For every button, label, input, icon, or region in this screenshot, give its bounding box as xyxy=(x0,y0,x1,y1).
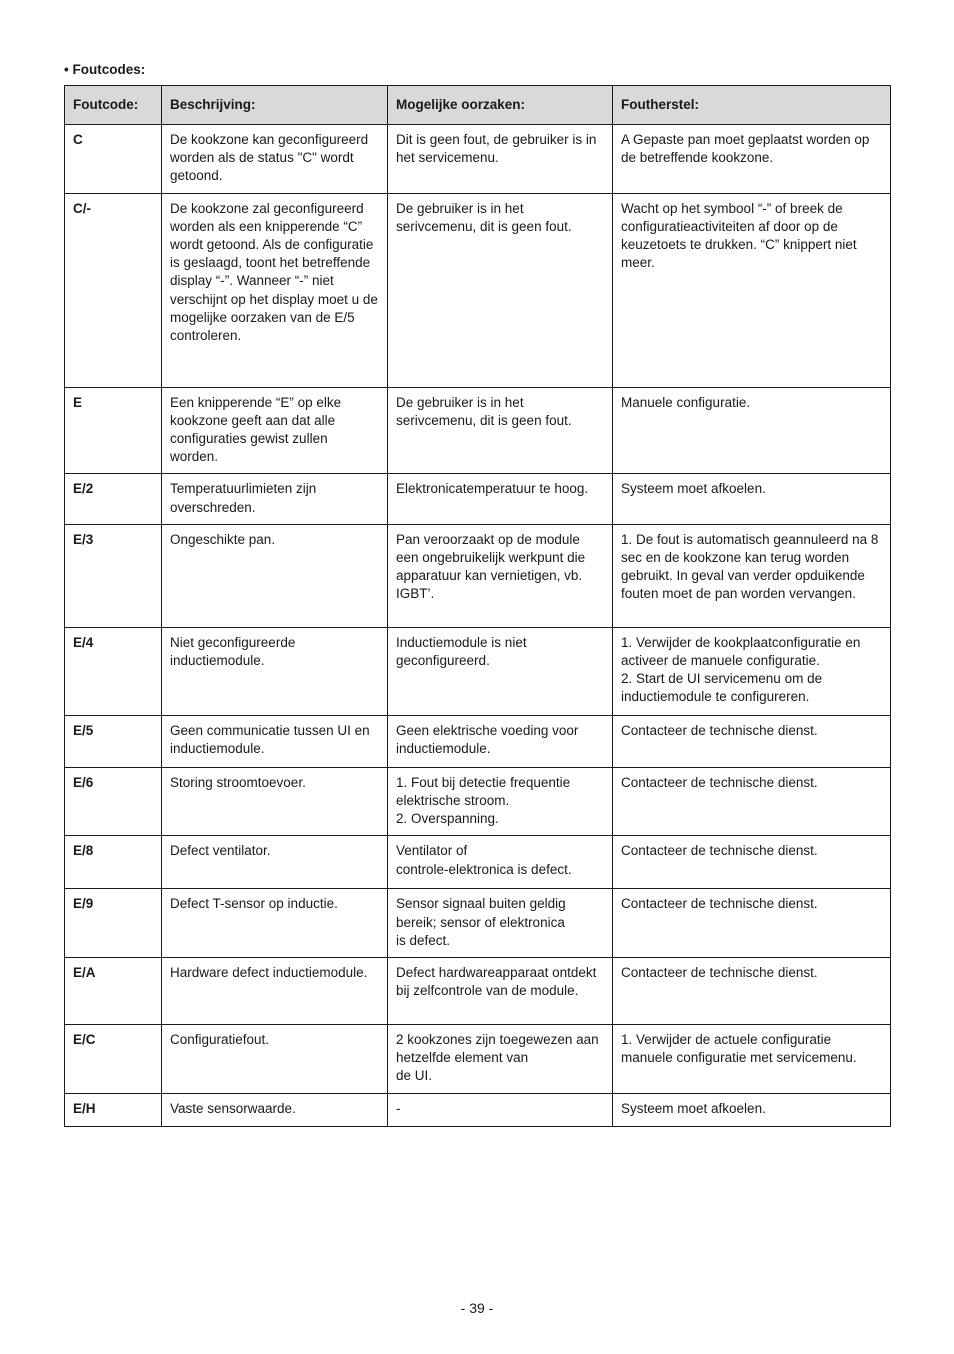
cell-causes: - xyxy=(388,1093,613,1126)
cell-description: Defect ventilator. xyxy=(162,836,388,889)
header-fix: Foutherstel: xyxy=(613,86,891,125)
header-code: Foutcode: xyxy=(65,86,162,125)
header-causes: Mogelijke oorzaken: xyxy=(388,86,613,125)
cell-code: C xyxy=(65,125,162,194)
cell-code: E/2 xyxy=(65,474,162,524)
cell-code: E/6 xyxy=(65,767,162,836)
cell-fix: Contacteer de technische dienst. xyxy=(613,767,891,836)
table-body xyxy=(65,125,891,1127)
cell-fix: 1. Verwijder de actuele configuratie manuele configuratie met servicemenu. xyxy=(613,1025,891,1094)
cell-code: E/C xyxy=(65,1025,162,1094)
cell-code: E/A xyxy=(65,958,162,1025)
cell-causes: De gebruiker is in het serivcemenu, dit is geen fout. xyxy=(388,193,613,387)
cell-causes: Elektronicatemperatuur te hoog. xyxy=(388,474,613,524)
table-row xyxy=(65,715,891,767)
cell-code: C/- xyxy=(65,193,162,387)
cell-causes: Defect hardwareapparaat ontdekt bij zelfcontrole van de module. xyxy=(388,958,613,1025)
cell-causes: De gebruiker is in het serivcemenu, dit is geen fout. xyxy=(388,387,613,474)
cell-description: Een knipperende “E” op elke kookzone geeft aan dat alle configuraties gewist zullen worden. xyxy=(162,387,388,474)
cell-causes: Sensor signaal buiten geldig bereik; sensor of elektronica is defect. xyxy=(388,889,613,958)
cell-fix: Contacteer de technische dienst. xyxy=(613,715,891,767)
cell-description: Hardware defect inductiemodule. xyxy=(162,958,388,1025)
page-number: - 39 - xyxy=(460,1300,494,1316)
table-row xyxy=(65,474,891,524)
cell-description: Temperatuurlimieten zijn overschreden. xyxy=(162,474,388,524)
cell-fix: Wacht op het symbool “-” of breek de configuratieactiviteiten af door op de keuzetoets te drukken. “C” knippert niet meer. xyxy=(613,193,891,387)
cell-causes: Pan veroorzaakt op de module een ongebruikelijk werkpunt die apparatuur kan vernietigen, vb. IGBT’. xyxy=(388,524,613,627)
table-row xyxy=(65,627,891,715)
cell-code: E/H xyxy=(65,1093,162,1126)
table-row xyxy=(65,1025,891,1094)
cell-code: E/9 xyxy=(65,889,162,958)
table-row xyxy=(65,889,891,958)
cell-code: E/3 xyxy=(65,524,162,627)
cell-fix: Contacteer de technische dienst. xyxy=(613,836,891,889)
cell-fix: Systeem moet afkoelen. xyxy=(613,1093,891,1126)
table-row xyxy=(65,125,891,194)
table-row xyxy=(65,958,891,1025)
cell-description: Defect T-sensor op inductie. xyxy=(162,889,388,958)
cell-description: De kookzone kan geconfigureerd worden als de status "C" wordt getoond. xyxy=(162,125,388,194)
cell-fix: Contacteer de technische dienst. xyxy=(613,958,891,1025)
cell-description: Geen communicatie tussen UI en inductiemodule. xyxy=(162,715,388,767)
cell-description: Ongeschikte pan. xyxy=(162,524,388,627)
cell-fix: 1. De fout is automatisch geannuleerd na 8 sec en de kookzone kan terug worden gebruikt. In geval van verder opduikende fouten moet de pan worden vervangen. xyxy=(613,524,891,627)
cell-fix: A Gepaste pan moet geplaatst worden op de betreffende kookzone. xyxy=(613,125,891,194)
header-description: Beschrijving: xyxy=(162,86,388,125)
cell-causes: 1. Fout bij detectie frequentie elektrische stroom. 2. Overspanning. xyxy=(388,767,613,836)
table-row xyxy=(65,767,891,836)
table-row xyxy=(65,1093,891,1126)
cell-fix: Systeem moet afkoelen. xyxy=(613,474,891,524)
cell-fix: Manuele configuratie. xyxy=(613,387,891,474)
cell-causes: Geen elektrische voeding voor inductiemodule. xyxy=(388,715,613,767)
cell-causes: Dit is geen fout, de gebruiker is in het servicemenu. xyxy=(388,125,613,194)
cell-fix: Contacteer de technische dienst. xyxy=(613,889,891,958)
cell-code: E/4 xyxy=(65,627,162,715)
table-header-row xyxy=(65,86,891,125)
cell-fix: 1. Verwijder de kookplaatconfiguratie en activeer de manuele configuratie. 2. Start de UI servicemenu om de inductiemodule te configureren. xyxy=(613,627,891,715)
cell-causes: Inductiemodule is niet geconfigureerd. xyxy=(388,627,613,715)
cell-causes: Ventilator of controle-elektronica is defect. xyxy=(388,836,613,889)
section-title: • Foutcodes: xyxy=(64,62,146,77)
cell-description: Niet geconfigureerde inductiemodule. xyxy=(162,627,388,715)
cell-description: De kookzone zal geconfigureerd worden als een knipperende “C” wordt getoond. Als de configuratie is geslaagd, toont het betreffende display “-”. Wanneer “-” niet verschijnt op het display moet u de mogelijke oorzaken van de E/5 controleren. xyxy=(162,193,388,387)
table-row xyxy=(65,387,891,474)
cell-causes: 2 kookzones zijn toegewezen aan hetzelfde element van de UI. xyxy=(388,1025,613,1094)
cell-code: E/8 xyxy=(65,836,162,889)
table-row xyxy=(65,524,891,627)
cell-description: Storing stroomtoevoer. xyxy=(162,767,388,836)
cell-code: E xyxy=(65,387,162,474)
cell-code: E/5 xyxy=(65,715,162,767)
table-row xyxy=(65,193,891,387)
error-code-table xyxy=(64,85,891,1127)
cell-description: Configuratiefout. xyxy=(162,1025,388,1094)
cell-description: Vaste sensorwaarde. xyxy=(162,1093,388,1126)
table-row xyxy=(65,836,891,889)
